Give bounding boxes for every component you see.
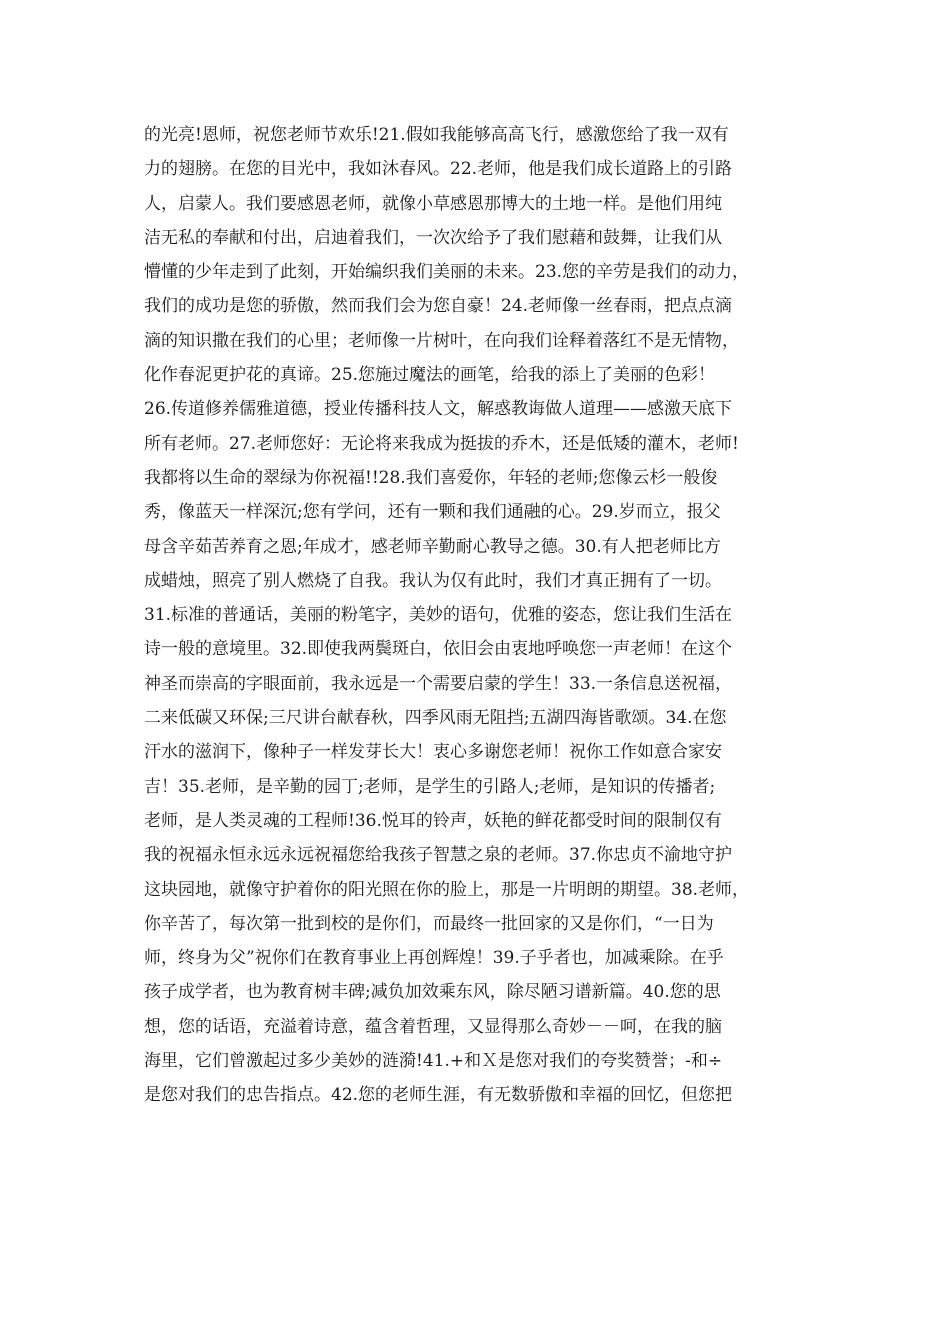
text-line-10: 所有老师。27.老师您好：无论将来我成为挺拔的乔木，还是低矮的灌木，老师! bbox=[144, 433, 739, 454]
text-line-18: 二来低碳又环保;三尺讲台献春秋，四季风雨无阻挡;五湖四海皆歌颂。34.在您 bbox=[144, 708, 727, 729]
text-line-24: 你辛苦了，每次第一批到校的是你们，而最终一批回家的又是你们，“一日为 bbox=[144, 913, 714, 934]
text-line-16: 诗一般的意境里。32.即使我两鬓斑白，依旧会由衷地呼唤您一声老师！在这个 bbox=[144, 639, 733, 660]
text-line-19: 汗水的滋润下，像种子一样发芽长大！衷心多谢您老师！祝你工作如意合家安 bbox=[144, 742, 722, 763]
text-line-3: 人，启蒙人。我们要感恩老师，就像小草感恩那博大的土地一样。是他们用纯 bbox=[144, 193, 722, 214]
text-line-17: 神圣而崇高的字眼面前，我永远是一个需要启蒙的学生！33.一条信息送祝福， bbox=[144, 673, 733, 694]
text-line-4: 洁无私的奉献和付出，启迪着我们，一次次给予了我们慰藉和鼓舞，让我们从 bbox=[144, 227, 722, 248]
text-line-23: 这块园地，就像守护着你的阳光照在你的脸上，那是一片明朗的期望。38.老师， bbox=[144, 879, 750, 900]
text-line-15: 31.标准的普通话，美丽的粉笔字，美妙的语句，优雅的姿态，您让我们生活在 bbox=[144, 605, 733, 626]
text-line-27: 想，您的话语，充溢着诗意，蕴含着哲理，又显得那么奇妙－－呵，在我的脑 bbox=[144, 1016, 722, 1037]
text-line-20: 吉！35.老师，是辛勤的园丁;老师，是学生的引路人;老师，是知识的传播者; bbox=[144, 776, 716, 797]
text-line-5: 懵懂的少年走到了此刻，开始编织我们美丽的未来。23.您的辛劳是我们的动力， bbox=[144, 262, 750, 283]
text-line-22: 我的祝福永恒永远永远祝福您给我孩子智慧之泉的老师。37.你忠贞不渝地守护 bbox=[144, 845, 733, 866]
text-line-2: 力的翅膀。在您的目光中，我如沐春风。22.老师，他是我们成长道路上的引路 bbox=[144, 159, 733, 180]
text-line-9: 26.传道修养儒雅道德，授业传播科技人文，解惑教诲做人道理——感激天底下 bbox=[144, 399, 733, 420]
body-text bbox=[144, 118, 824, 1113]
text-line-25: 师，终身为父”祝你们在教育事业上再创辉煌！39.子乎者也，加减乘除。在乎 bbox=[144, 948, 724, 969]
text-line-7: 滴的知识撒在我们的心里；老师像一片树叶，在向我们诠释着落红不是无情物， bbox=[144, 330, 739, 351]
text-line-1: 的光亮!恩师，祝您老师节欢乐!21.假如我能够高高飞行，感激您给了我一双有 bbox=[144, 125, 729, 145]
text-line-6: 我们的成功是您的骄傲，然而我们会为您自豪！24.老师像一丝春雨，把点点滴 bbox=[144, 296, 733, 317]
text-line-14: 成蜡烛，照亮了别人燃烧了自我。我认为仅有此时，我们才真正拥有了一切。 bbox=[144, 570, 722, 591]
text-line-29: 是您对我们的忠告指点。42.您的老师生涯，有无数骄傲和幸福的回忆，但您把 bbox=[144, 1085, 733, 1106]
text-line-11: 我都将以生命的翠绿为你祝福!!28.我们喜爱你，年轻的老师;您像云杉一般俊 bbox=[144, 467, 718, 488]
text-line-8: 化作春泥更护花的真谛。25.您施过魔法的画笔，给我的添上了美丽的色彩！ bbox=[144, 365, 716, 386]
text-line-21: 老师，是人类灵魂的工程师!36.悦耳的铃声，妖艳的鲜花都受时间的限制仅有 bbox=[144, 810, 722, 831]
text-line-13: 母含辛茹苦养育之恩;年成才，感老师辛勤耐心教导之德。30.有人把老师比方 bbox=[144, 536, 721, 557]
text-line-26: 孩子成学者，也为教育树丰碑;减负加效乘东风，除尽陋习谱新篇。40.您的思 bbox=[144, 982, 721, 1003]
text-line-12: 秀，像蓝天一样深沉;您有学问，还有一颗和我们通融的心。29.岁而立，报父 bbox=[144, 502, 721, 523]
text-line-28: 海里，它们曾激起过多少美妙的涟漪!41.+和Ｘ是您对我们的夸奖赞誉；-和÷ bbox=[144, 1051, 723, 1072]
